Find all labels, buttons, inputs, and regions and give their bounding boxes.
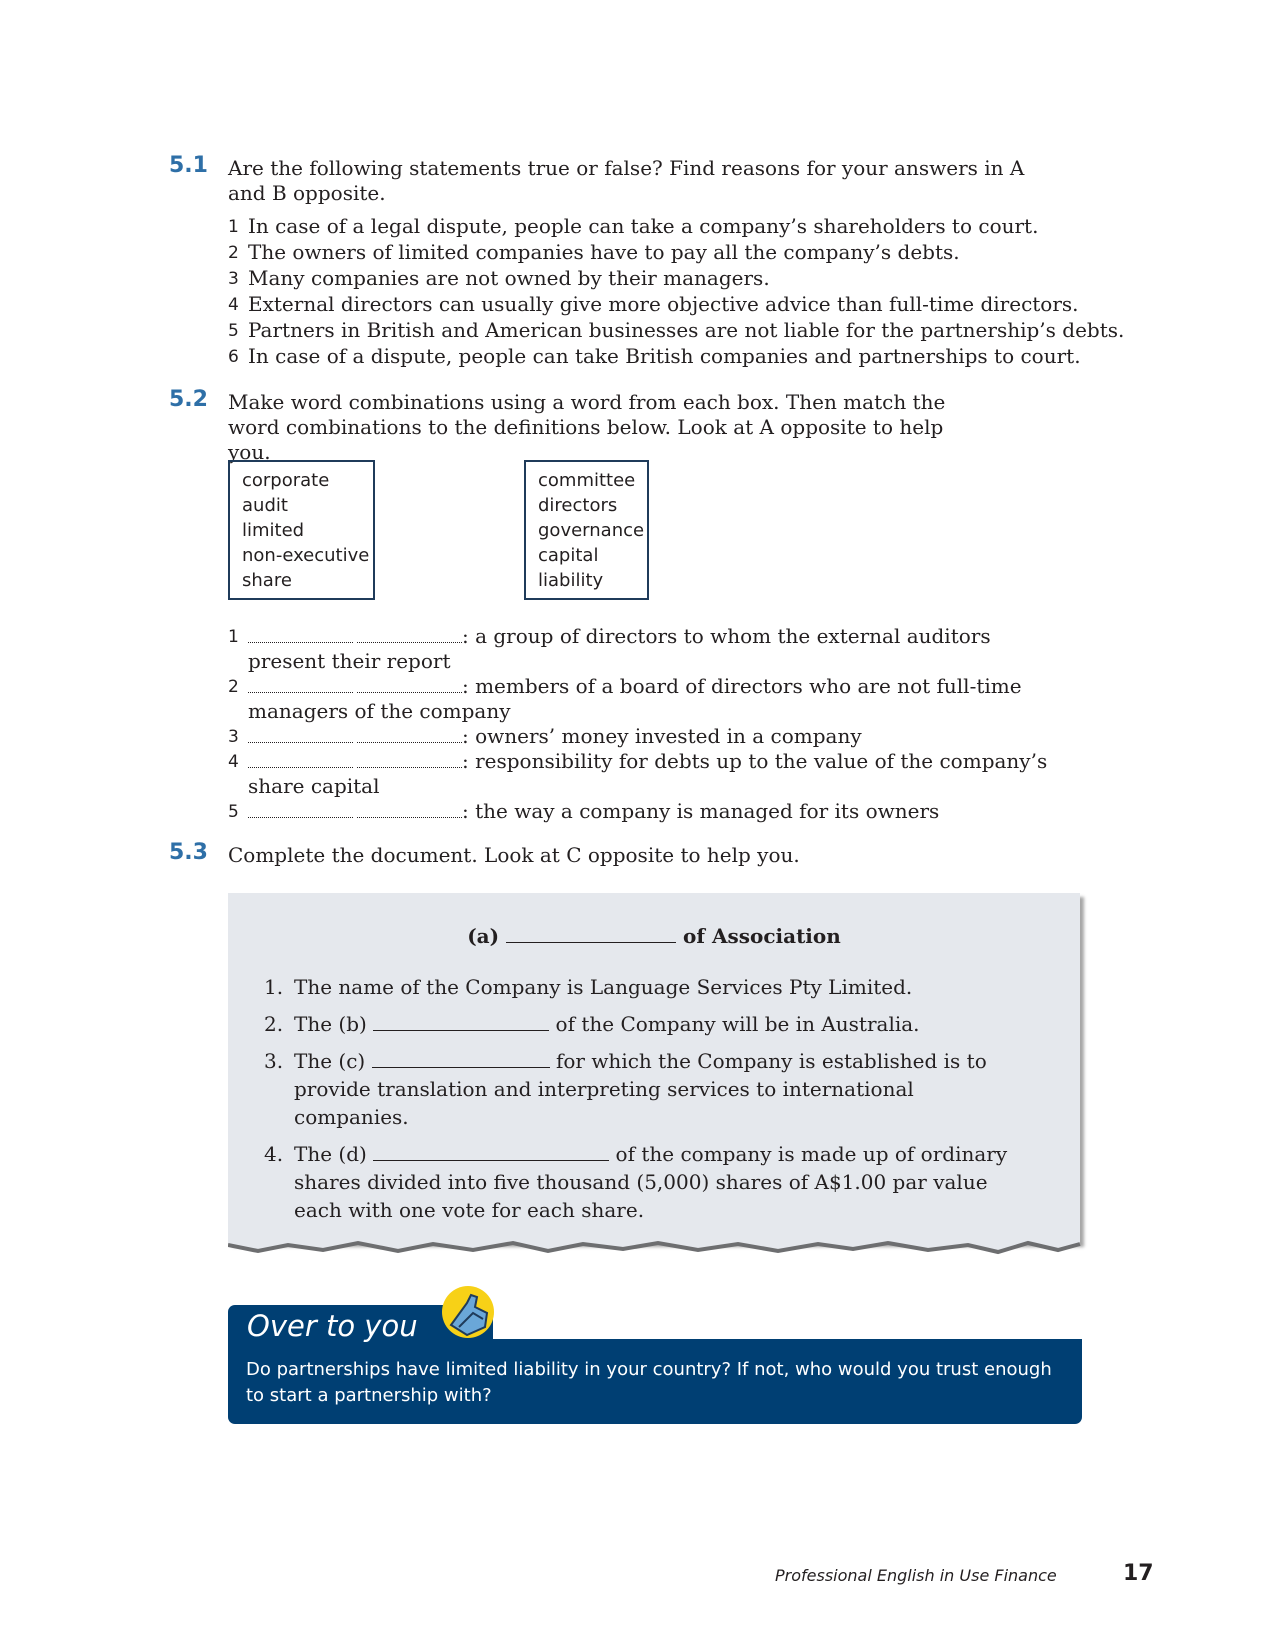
answer-blank[interactable] <box>357 677 462 693</box>
answer-blank[interactable] <box>248 627 353 643</box>
over-to-you-text: Do partnerships have limited liability in your country? If not, who would you trust enough to start a partnership with? <box>246 1359 1052 1406</box>
clause-number: 1. <box>264 975 284 999</box>
list-item <box>228 344 1124 370</box>
item-number: 3 <box>228 727 239 747</box>
clause-number: 4. <box>264 1142 284 1166</box>
document-clause <box>264 1047 1034 1131</box>
list-item <box>228 214 1124 240</box>
list-item <box>228 240 1124 266</box>
word-box-item: directors <box>538 495 618 516</box>
exercise-number-5-1: 5.1 <box>169 153 208 178</box>
item-text: In case of a dispute, people can take British companies and partnerships to court. <box>248 344 1081 368</box>
item-number: 5 <box>228 802 239 822</box>
torn-edge <box>228 1228 1088 1258</box>
word-box-item: governance <box>538 520 645 541</box>
item-number: 1 <box>228 217 239 237</box>
item-number: 6 <box>228 347 239 367</box>
answer-blank[interactable] <box>248 802 353 818</box>
exercise-5-3-instruction: Complete the document. Look at C opposite to help you. <box>228 843 800 867</box>
over-to-you-title: Over to you <box>247 1309 418 1343</box>
exercise-5-1-list <box>228 214 1124 370</box>
item-text: Partners in British and American businesses are not liable for the partnership’s debts. <box>248 318 1125 342</box>
item-number: 3 <box>228 269 239 289</box>
clause-number: 3. <box>264 1049 284 1073</box>
document-clause <box>264 1140 1034 1224</box>
pointing-hand-icon <box>437 1283 499 1345</box>
answer-blank[interactable] <box>357 752 462 768</box>
answer-blank[interactable] <box>357 727 462 743</box>
item-number: 2 <box>228 243 239 263</box>
definition-item <box>228 624 1058 674</box>
definition-item <box>228 724 1058 749</box>
word-box-item: non-executive <box>242 545 370 566</box>
clause-text: The (d) <box>294 1142 367 1166</box>
clause-text: of the Company will be in Australia. <box>555 1012 920 1036</box>
item-text: External directors can usually give more objective advice than full-time directors. <box>248 292 1079 316</box>
list-item <box>228 266 1124 292</box>
definition-item <box>228 749 1058 799</box>
blank-d[interactable] <box>373 1144 609 1161</box>
exercise-number-5-3: 5.3 <box>169 840 208 865</box>
item-number: 1 <box>228 627 239 647</box>
word-box-item: limited <box>242 520 305 541</box>
definition-text: : members of a board of directors who are not full-time managers of the company <box>248 674 1022 723</box>
document-title-prefix: (a) <box>467 924 500 948</box>
item-text: The owners of limited companies have to pay all the company’s debts. <box>248 240 960 264</box>
item-text: Many companies are not owned by their managers. <box>248 266 770 290</box>
definition-item <box>228 674 1058 724</box>
definition-text: : the way a company is managed for its owners <box>462 799 940 823</box>
blank-b[interactable] <box>373 1014 549 1031</box>
page-number: 17 <box>1123 1561 1154 1586</box>
document-title-suffix: of Association <box>683 924 841 948</box>
definition-item <box>228 799 1058 824</box>
item-number: 4 <box>228 295 239 315</box>
answer-blank[interactable] <box>248 752 353 768</box>
exercise-5-2-instruction: Make word combinations using a word from each box. Then match the word combinations to the definitions below. Look at A opposite to help you. <box>228 390 946 464</box>
definition-text: : a group of directors to whom the external auditors present their report <box>248 624 991 673</box>
answer-blank[interactable] <box>248 677 353 693</box>
item-number: 5 <box>228 321 239 341</box>
clause-number: 2. <box>264 1012 284 1036</box>
item-number: 2 <box>228 677 239 697</box>
definition-text: : responsibility for debts up to the value of the company’s share capital <box>248 749 1048 798</box>
exercise-number-5-2: 5.2 <box>169 387 208 412</box>
clause-text: The (c) <box>294 1049 366 1073</box>
clause-text: of the company is made up of ordinary shares divided into five thousand (5,000) shares of A$1.00 par value each with one vote for each share. <box>294 1142 1008 1222</box>
word-box-item: liability <box>538 570 604 591</box>
document-clauses <box>264 973 1034 1233</box>
answer-blank[interactable] <box>357 627 462 643</box>
word-box-item: committee <box>538 470 636 491</box>
clause-text: The name of the Company is Language Services Pty Limited. <box>294 975 913 999</box>
answer-blank[interactable] <box>357 802 462 818</box>
exercise-5-2-definitions <box>228 624 1058 824</box>
definition-text: : owners’ money invested in a company <box>462 724 862 748</box>
footer-book-title: Professional English in Use Finance <box>775 1566 1057 1585</box>
clause-text: The (b) <box>294 1012 367 1036</box>
exercise-5-1-instruction: Are the following statements true or false? Find reasons for your answers in A and B opposite. <box>228 156 1025 205</box>
item-number: 4 <box>228 752 239 772</box>
answer-blank[interactable] <box>248 727 353 743</box>
word-box-1 <box>228 460 375 600</box>
blank-a[interactable] <box>506 926 676 943</box>
word-box-item: audit <box>242 495 288 516</box>
word-box-item: corporate <box>242 470 330 491</box>
list-item <box>228 292 1124 318</box>
blank-c[interactable] <box>372 1051 550 1068</box>
word-box-item: share <box>242 570 292 591</box>
word-box-2 <box>524 460 649 600</box>
document-title <box>228 924 1080 948</box>
clause-text: for which the Company is established is to provide translation and interpreting services to international companies. <box>294 1049 987 1129</box>
item-text: In case of a legal dispute, people can take a company’s shareholders to court. <box>248 214 1039 238</box>
document-clause <box>264 973 1034 1001</box>
list-item <box>228 318 1124 344</box>
document-clause <box>264 1010 1034 1038</box>
word-box-item: capital <box>538 545 599 566</box>
document-panel <box>228 893 1080 1243</box>
